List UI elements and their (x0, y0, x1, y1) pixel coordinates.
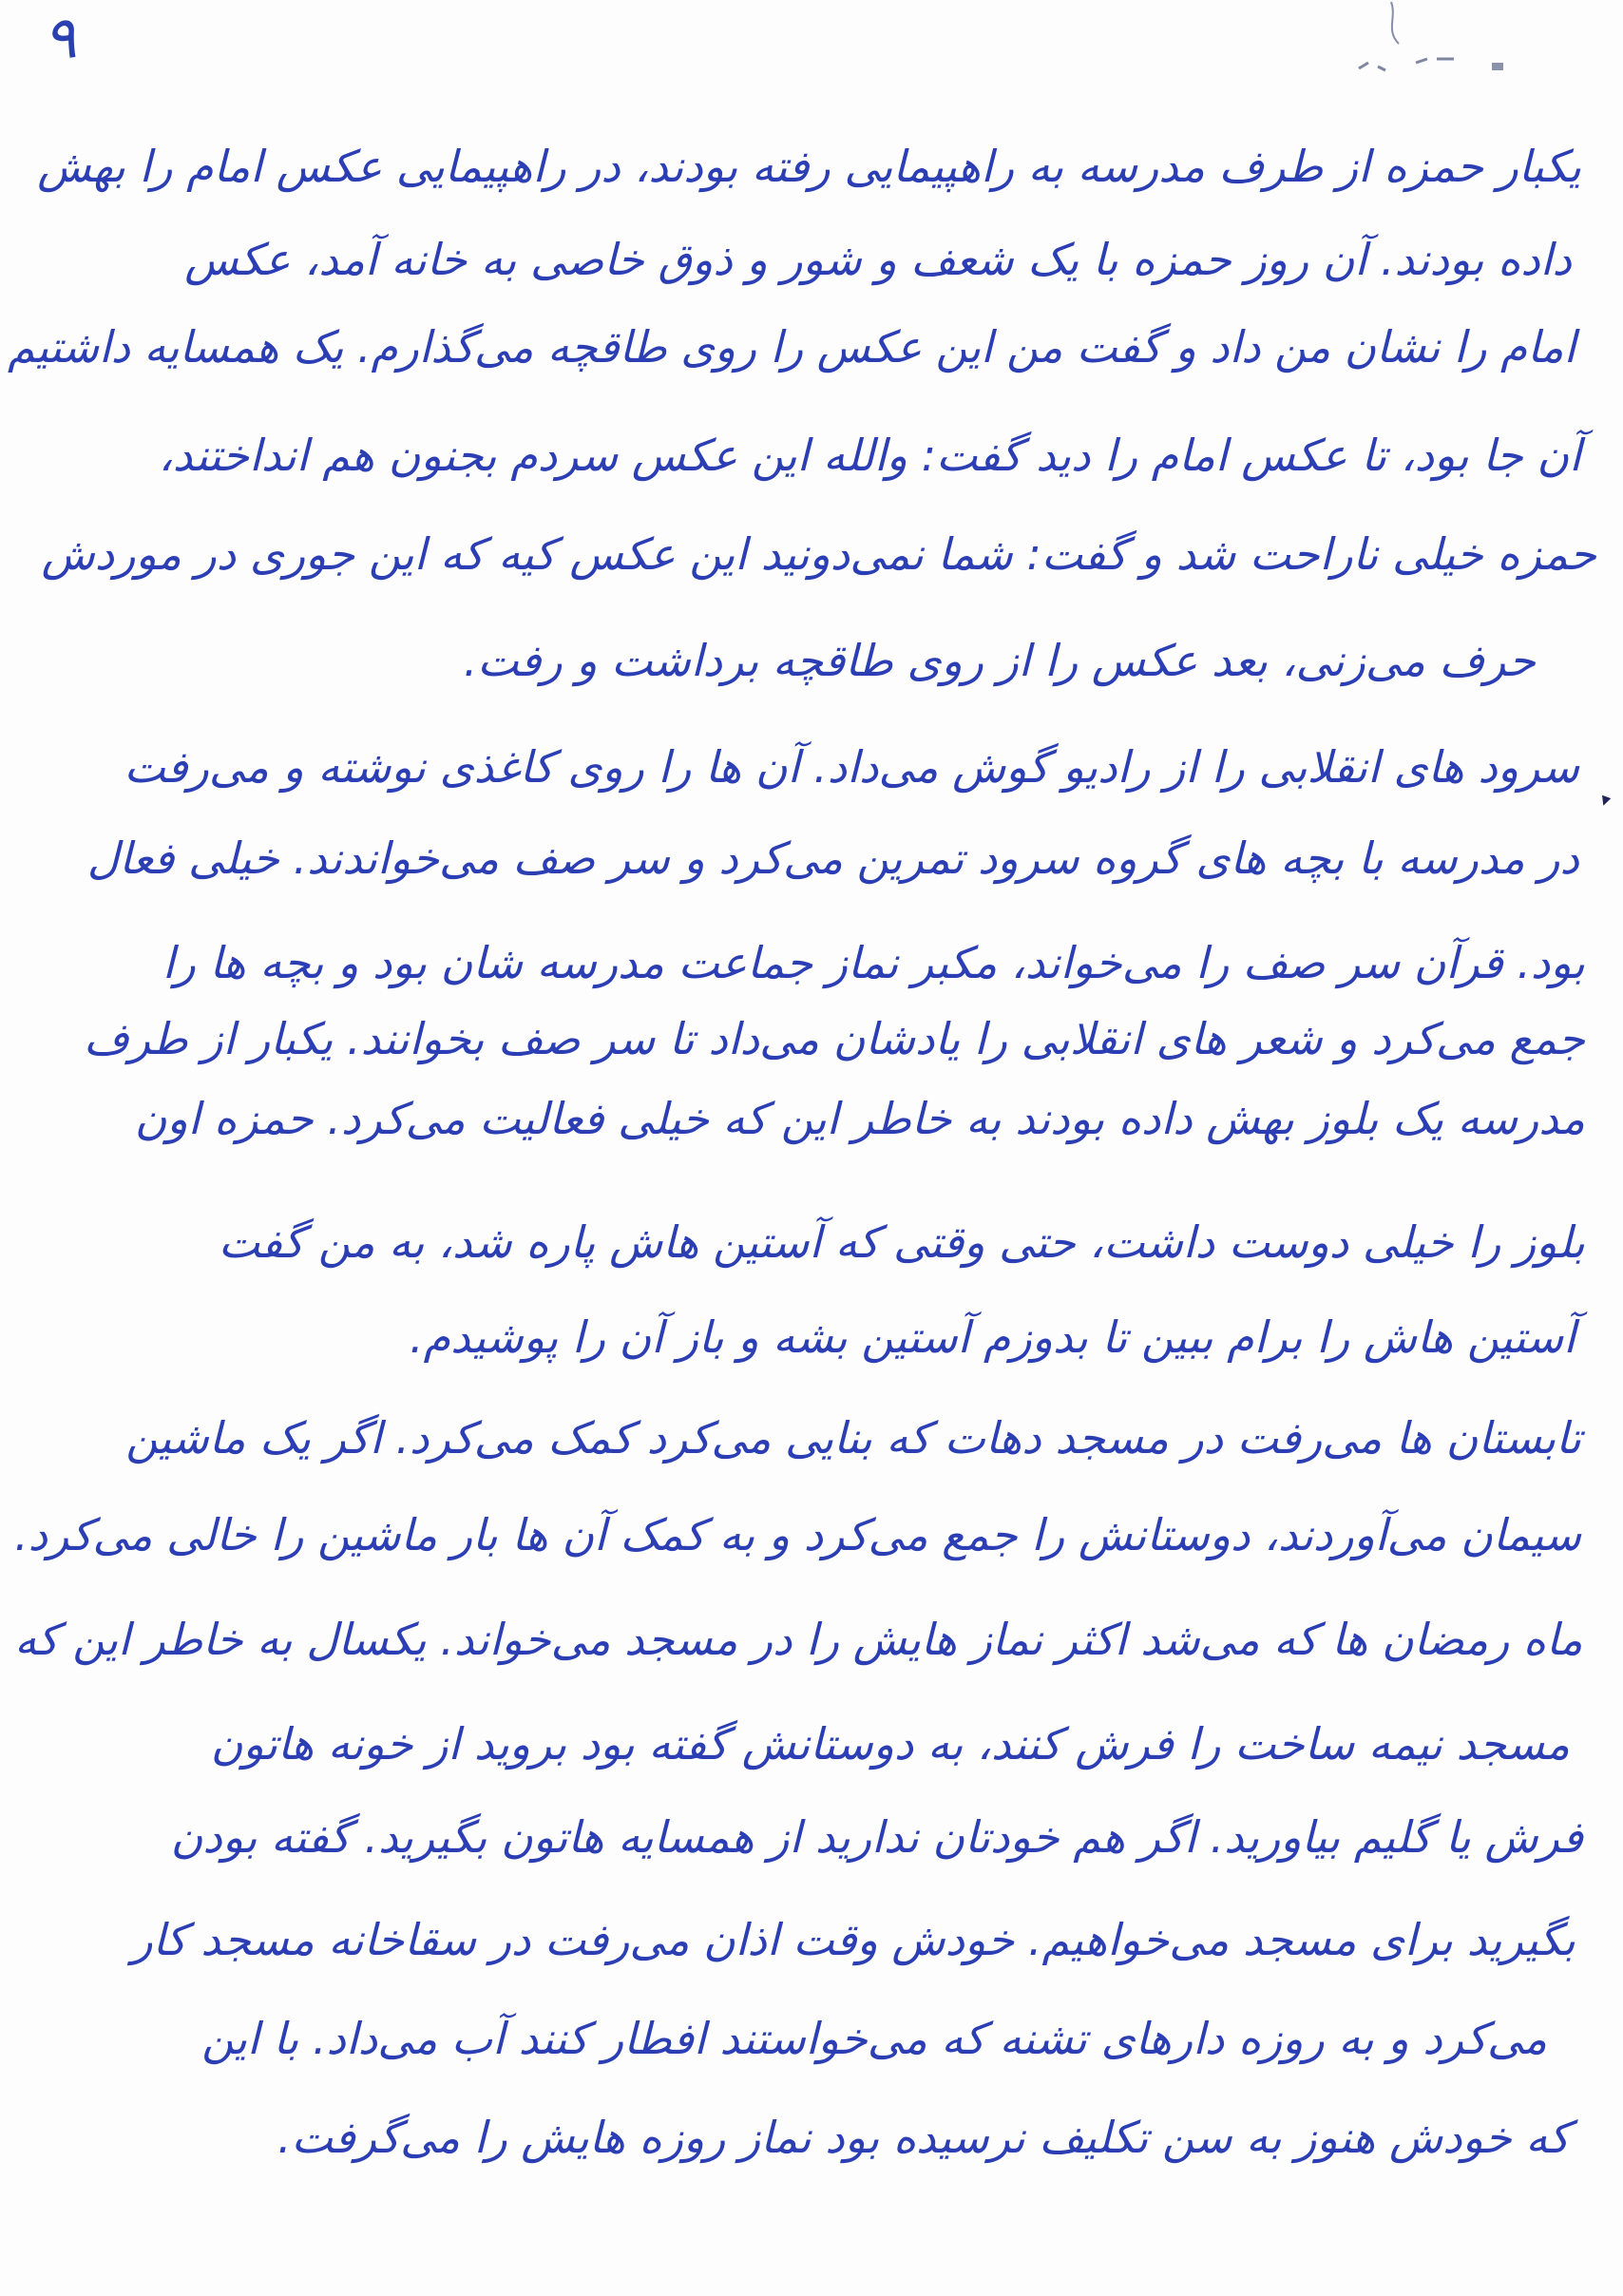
text-line: امام را نشان من داد و گفت من این عکس را روی طاقچه می‌گذارم. یک همسایه داشتیم (7, 321, 1575, 373)
text-line: داده بودند. آن روز حمزه با یک شعف و شور و ذوق خاصی به خانه آمد، عکس (184, 234, 1572, 285)
text-line: ماه رمضان ها که می‌شد اکثر نماز هایش را در مسجد می‌خواند. یکسال به خاطر این که (14, 1614, 1583, 1665)
text-line: آن جا بود، تا عکس امام را دید گفت: والله این عکس سردم بجنون هم انداختند، (158, 430, 1581, 481)
text-line: بگیرید برای مسجد می‌خواهیم. خودش وقت اذان می‌رفت در سقاخانه مسجد کار (131, 1914, 1575, 1965)
text-line: جمع می‌کرد و شعر های انقلابی را یادشان می‌داد تا سر صف بخوانند. یکبار از طرف (84, 1013, 1585, 1064)
text-line: آستین هاش را برام ببین تا بدوزم آستین بشه و باز آن را پوشیدم. (410, 1311, 1575, 1363)
text-line: سرود های انقلابی را از رادیو گوش می‌داد. آن ها را روی کاغذی نوشته و می‌رفت (124, 741, 1579, 793)
text-line: حمزه خیلی ناراحت شد و گفت: شما نمی‌دونید این عکس کیه که این جوری در موردش (41, 528, 1596, 580)
text-line: فرش یا گلیم بیاورید. اگر هم خودتان ندارید از همسایه هاتون بگیرید. گفته بودن (170, 1811, 1583, 1863)
text-line: در مدرسه با بچه های گروه سرود تمرین می‌کرد و سر صف می‌خواندند. خیلی فعال (86, 832, 1579, 884)
text-line: تابستان ها می‌رفت در مسجد دهات که بنایی می‌کرد کمک می‌کرد. اگر یک ماشین (125, 1412, 1581, 1464)
text-line: مدرسه یک بلوز بهش داده بودند به خاطر این که خیلی فعالیت می‌کرد. حمزه اون (134, 1093, 1585, 1144)
text-line: سیمان می‌آوردند، دوستانش را جمع می‌کرد و به کمک آن ها بار ماشین را خالی می‌کرد. (14, 1509, 1581, 1560)
text-line: حرف می‌زنی، بعد عکس را از روی طاقچه برداشت و رفت. (463, 635, 1536, 686)
text-line: بلوز را خیلی دوست داشت، حتی وقتی که آستین هاش پاره شد، به من گفت (218, 1216, 1585, 1268)
text-line: مسجد نیمه ساخت را فرش کنند، به دوستانش گفته بود بروید از خونه هاتون (210, 1718, 1570, 1770)
handwritten-text-block (7, 0, 1604, 2296)
text-line: که خودش هنوز به سن تکلیف نرسیده بود نماز روزه هایش را می‌گرفت. (277, 2112, 1570, 2163)
text-line: بود. قرآن سر صف را می‌خواند، مکبر نماز جماعت مدرسه شان بود و بچه ها را (162, 937, 1585, 988)
page-number: ۹ (39, 2, 81, 75)
text-line: یکبار حمزه از طرف مدرسه به راهپیمایی رفته بودند، در راهپیمایی عکس امام را بهش (37, 141, 1581, 192)
text-line: می‌کرد و به روزه دارهای تشنه که می‌خواستند افطار کنند آب می‌داد. با این (201, 2013, 1547, 2064)
